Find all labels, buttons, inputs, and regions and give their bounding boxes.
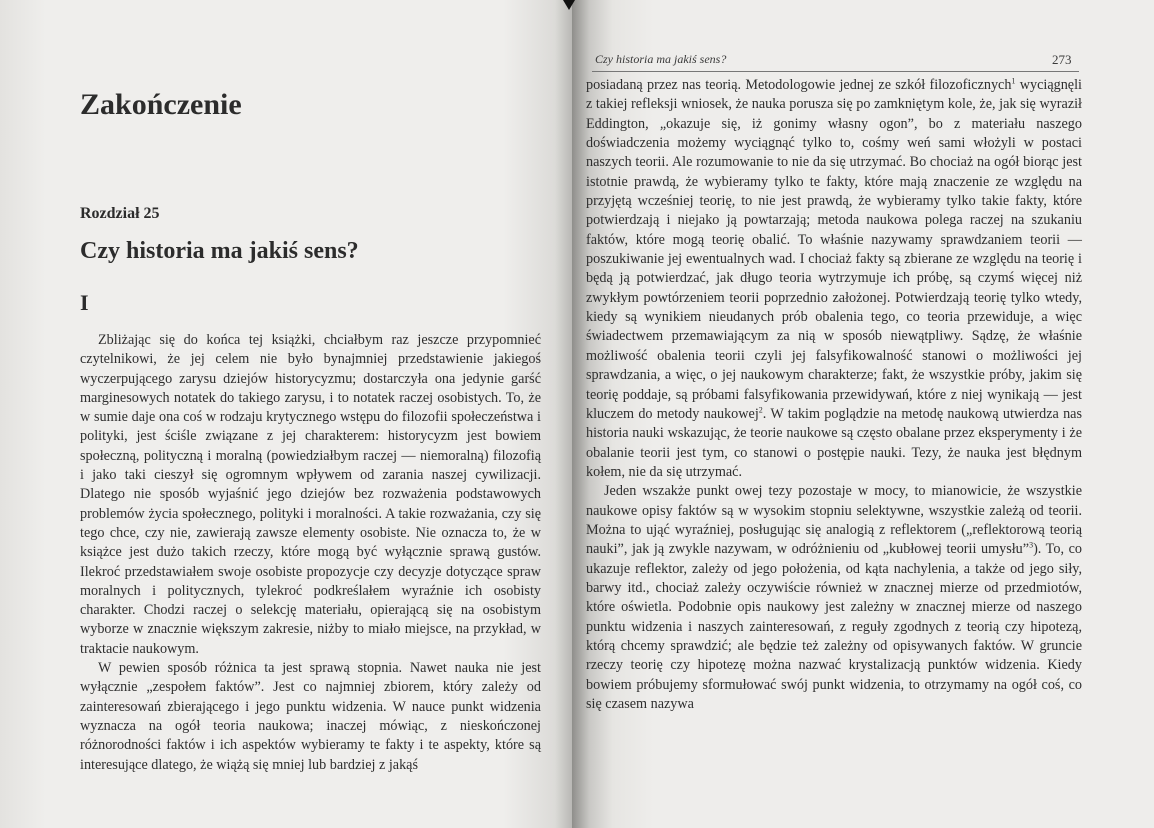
text-run: ). To, co ukazuje reflektor, zależy od jego położenia, od kąta nachylenia, a także od jego siły, barwy itd., chociaż zależy oczywiście również w znacznej mierze od przedmiotów, które oświetla. Podobnie opis naukowy jest zależny w znacznej mierze od naszego punktu widzenia i naszych zainteresowań, z reguły zgodnych z teorią czy hipotezą, którą chcemy sprawdzić; ale będzie też zależny od opisywanych faktów. W gruncie rzeczy teorię czy hipotezę można nazwać krystalizacją punktów widzenia. Kiedy bowiem próbujemy sformułować swój punkt widzenia, to otrzymamy na ogół coś, co się czasem nazywa	[586, 541, 1082, 712]
right-body-text	[586, 76, 1082, 714]
running-head: Czy historia ma jakiś sens?	[595, 52, 727, 66]
text-run: . W takim poglądzie na metodę naukową utwierdza nas historia nauki wskazując, że teorie naukowe są często obalane przez eksperymenty i że obalanie teorii jest tym, co stanowi o postępie nauki. Tezy, że nauka jest błędnym kołem, nie da się utrzymać.	[586, 405, 1082, 480]
chapter-title: Zakończenie	[80, 88, 242, 121]
paragraph	[586, 76, 1082, 482]
section-numeral: I	[80, 290, 89, 315]
paragraph	[586, 482, 1082, 714]
text-run: posiadaną przez nas teorią. Metodologowie jednej ze szkół filozoficznych	[586, 77, 1012, 93]
text-run: wyciągnęli z takiej refleksji wniosek, że nauka porusza się po zamkniętym kole, że, jak się wyraził Eddington, „okazuje się, iż gonimy własny ogon”, bo z materiału naszego doświadczenia możemy wyciągnąć tylko to, cośmy weń sami włożyli w postaci naszych teorii. Ale rozumowanie to nie da się utrzymać. Bo chociaż na ogół biorąc jest istotnie prawdą, że wybieramy tylko te fakty, które mają znaczenie ze względu na przyjętą wcześniej teorię, to nie jest prawdą, że wybieramy tylko takie fakty, które potwierdzają i niejako ją powtarzają; metoda naukowa polega raczej na szukaniu faktów, które mogą teorię obalić. To właśnie nazywamy sprawdzaniem teorii — poszukiwanie jej ewentualnych wad. I chociaż fakty są zbierane ze względu na teorię i będą ją potwierdzać, jak długo teoria wytrzymuje ich próbę, są czymś więcej niż zwykłym powtórzeniem teorii poprzednio założonej. Potwierdzają teorię tylko wtedy, kiedy są wynikiem nieudanych prób obalenia tego, co teoria przewiduje, a więc świadectwem przemawiającym za nią w sposób niewątpliwy. Sądzę, że właśnie możliwość obalenia teorii czyli jej falsyfikowalność stanowi o możliwości jej sprawdzania, a więc, o jej naukowym charakterze; fakt, że wszystkie próby, jakim się teorię poddaje, są próbami falsyfikowania przewidywań, które z niej wynikają — jest kluczem do metody naukowej	[586, 77, 1082, 422]
page-number: 273	[1052, 52, 1072, 67]
footnote-marker: 2	[758, 405, 763, 415]
text-run: Jeden wszakże punkt owej tezy pozostaje w mocy, to mianowicie, że wszystkie naukowe opisy faktów są w wysokim stopniu selektywne, wszystkie zależą od teorii. Można to ująć wyraźniej, posługując się analogią z reflektorem („reflektorową teorią nauki”, jak ją zwykle nazywam, w odróżnieniu od „kubłowej teorii umysłu”	[586, 483, 1082, 558]
left-body-text	[80, 331, 541, 775]
footnote-marker: 3	[1029, 540, 1034, 550]
paragraph: W pewien sposób różnica ta jest sprawą stopnia. Nawet nauka nie jest wyłącznie „zespołem faktów”. Jest co najmniej zbiorem, który zależy od zainteresowań zbierającego i jego punktu widzenia. W nauce punkt widzenia wyznacza na ogół teoria naukowa; inaczej mówiąc, z nieskończonej różnorodności faktów i ich aspektów wybieramy te fakty i te aspekty, które są interesujące dlatego, że wiążą się mniej lub bardziej z jakąś	[80, 660, 541, 773]
section-title: Czy historia ma jakiś sens?	[80, 238, 359, 264]
footnote-marker: 1	[1011, 76, 1016, 86]
paragraph: Zbliżając się do końca tej książki, chciałbym raz jeszcze przypomnieć czytelnikowi, że jej celem nie było bynajmniej przedstawienie jakiegoś wyczerpującego zarysu dziejów historycyzmu; dostarczyła ona jedynie garść marginesowych notatek do takiego zarysu, i to notatek raczej osobistych. To, że w sumie daje ona coś w rodzaju krytycznego wstępu do filozofii społeczeństwa i polityki, jest ściśle związane z jej charakterem: historycyzm jest bowiem społeczną, polityczną i moralną (powiedziałbym raczej — niemoralną) filozofią i jako taki cieszył się ogromnym wpływem od zarania naszej cywilizacji. Dlatego nie sposób wyjaśnić jego dziejów bez rozważenia podstawowych problemów życia społecznego, polityki i moralności. A takie rozważania, czy się tego chce, czy nie, zawierają zawsze elementy osobiste. Nie oznacza to, że w książce jest dużo takich rzeczy, które mogą być wyłącznie sprawą gustów. Ilekroć przedstawiałem swoje osobiste propozycje czy decyzje dotyczące spraw moralnych i politycznych, tylekroć podkreślałem wyraźnie ich osobisty charakter. Chodzi raczej o selekcję materiału, opierającą się na osobistym wyborze w znacznie większym zakresie, niżby to miało miejsce, na przykład, w traktacie naukowym.	[80, 332, 541, 657]
left-page	[0, 0, 572, 828]
chapter-number: Rozdział 25	[80, 205, 160, 222]
header-rule	[592, 71, 1079, 72]
